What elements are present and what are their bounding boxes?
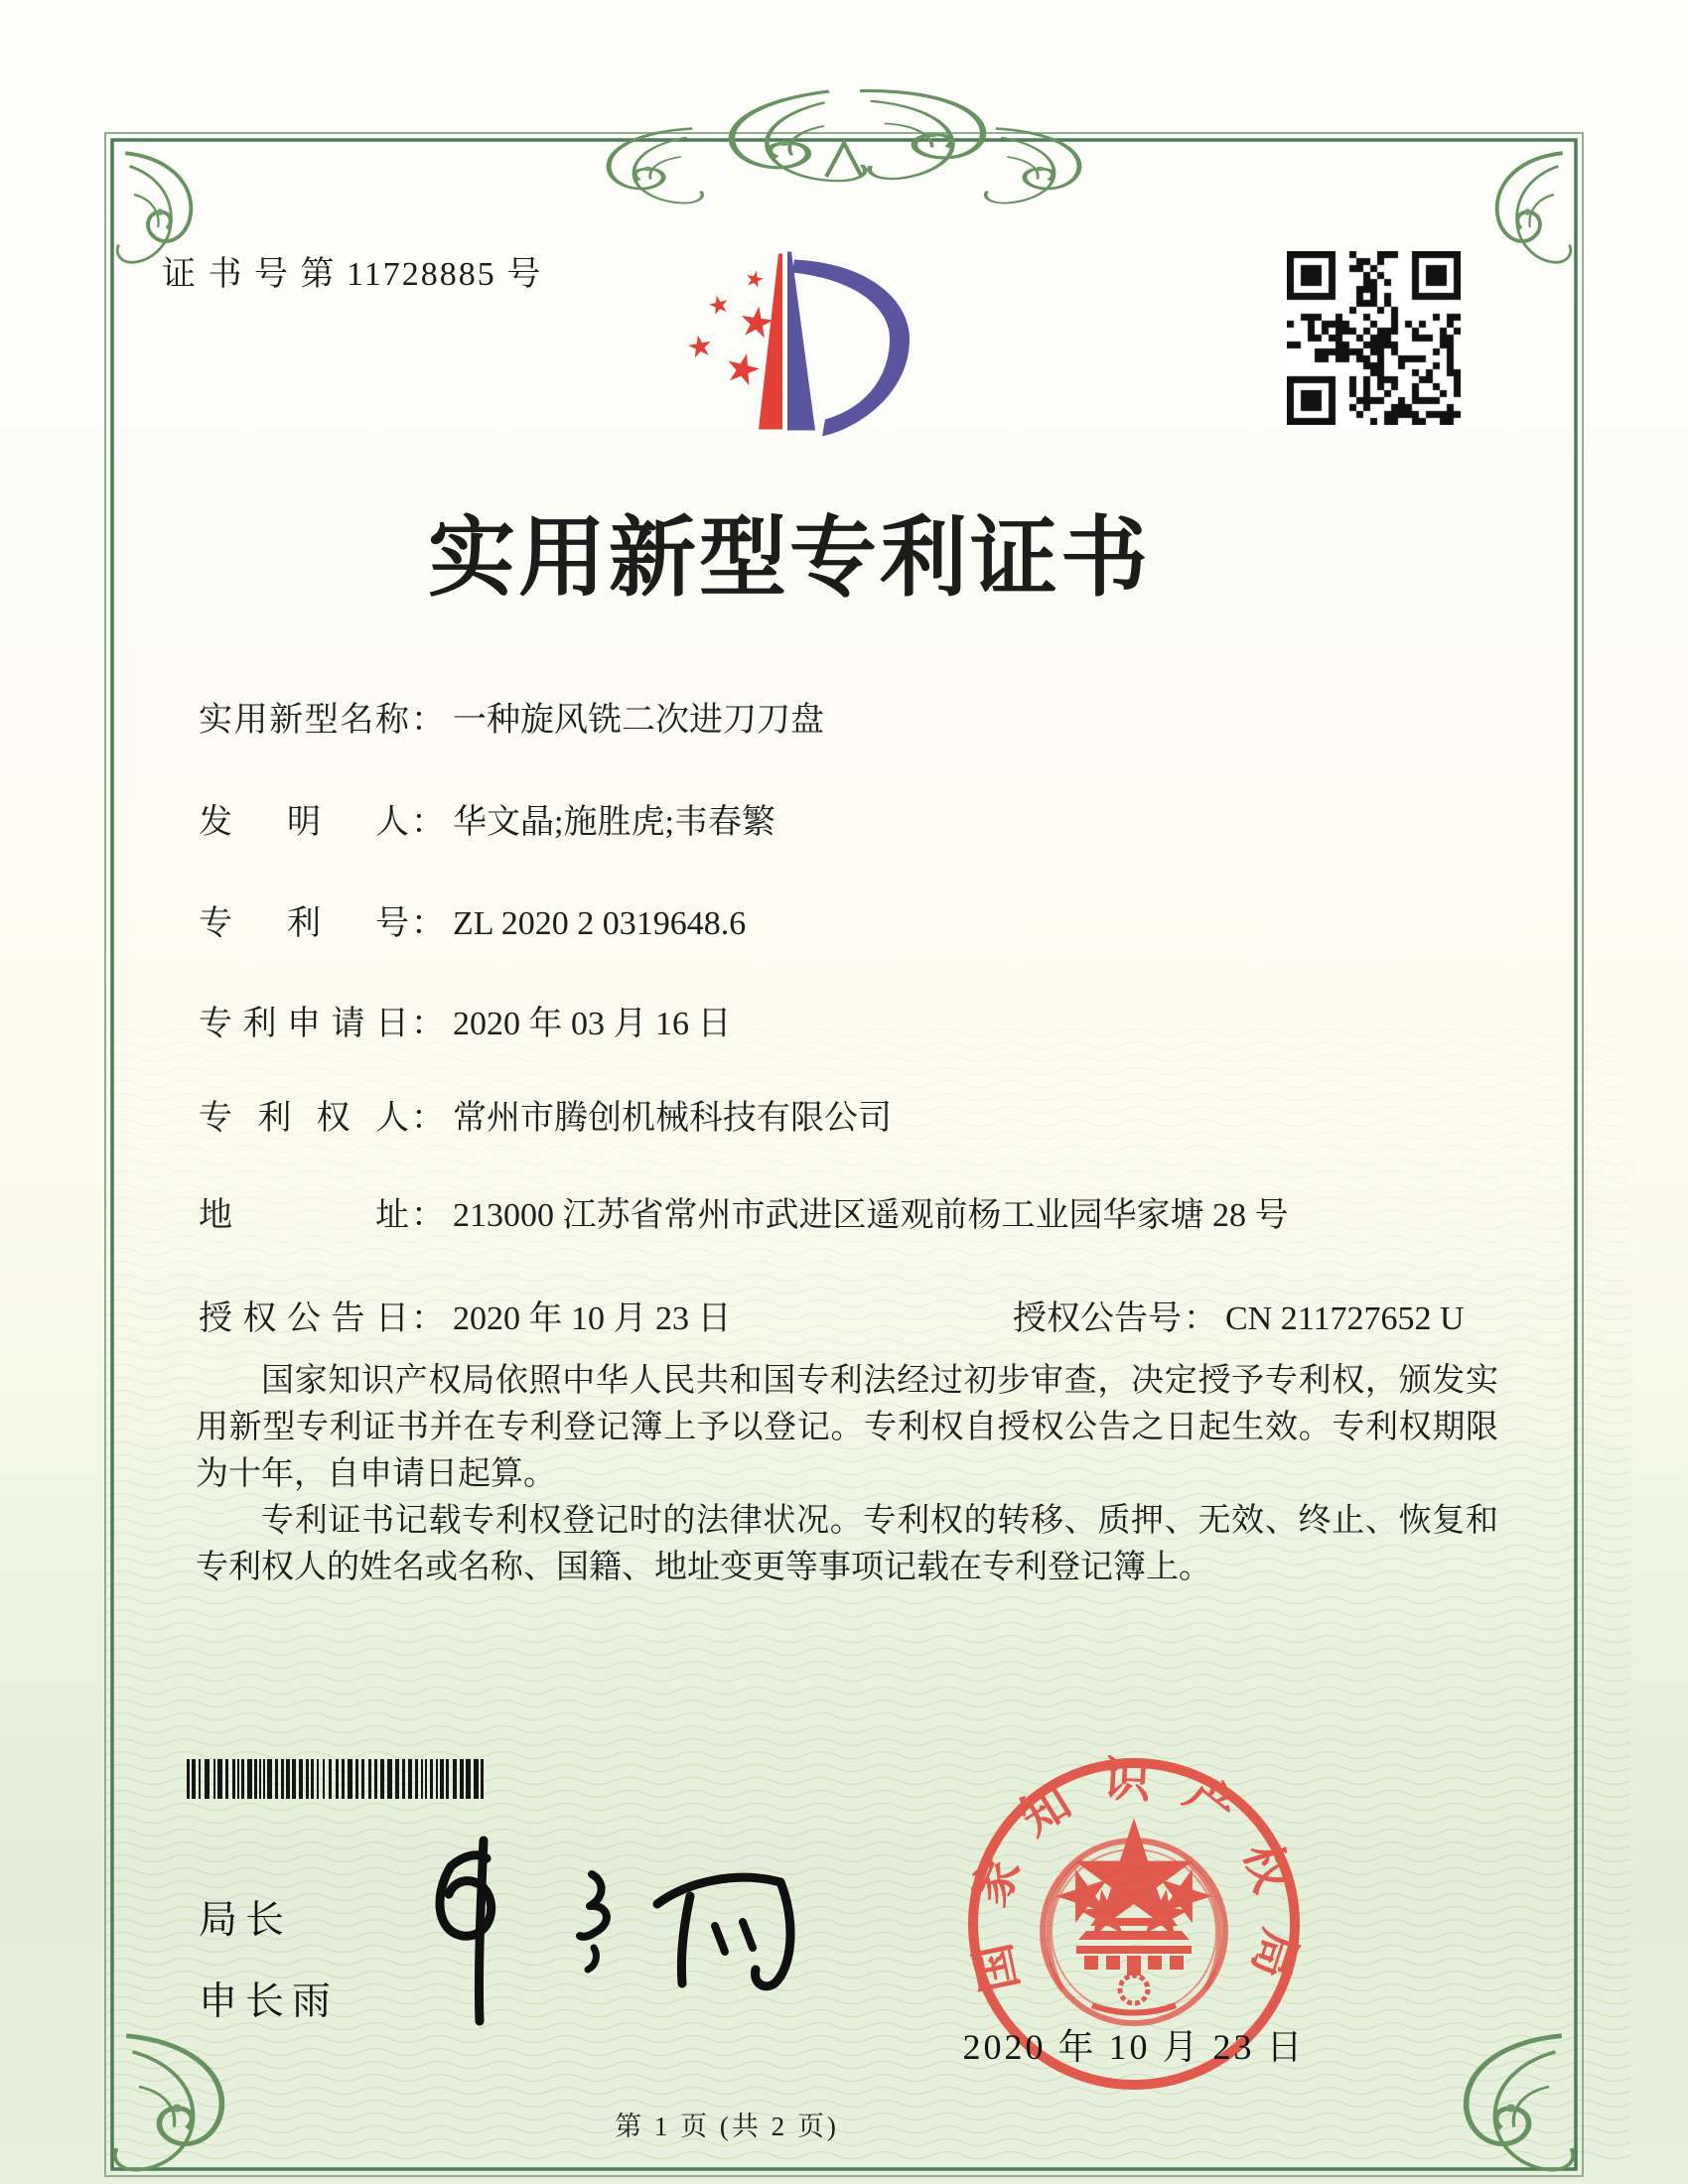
- logo-stars: [687, 254, 782, 430]
- cnipa-logo-icon: [675, 241, 938, 445]
- field-colon: ：: [411, 702, 445, 739]
- grant-date-label: 授权公告日: [199, 1300, 409, 1337]
- corner-ornament: [115, 2036, 222, 2170]
- logo-red-wedge: [759, 254, 782, 430]
- field-value: 华文晶;施胜虎;韦春繁: [453, 804, 775, 841]
- director-block: [199, 1889, 339, 2052]
- corner-ornament: [1467, 2036, 1574, 2170]
- seal-arc-text: 国家知识产权局: [960, 1753, 1307, 2013]
- grant-number-group: [1013, 1291, 1465, 1339]
- page-footer: 第 1 页 (共 2 页): [615, 2112, 839, 2141]
- seal-date: 2020 年 10 月 23 日: [962, 2027, 1306, 2067]
- field-row-utility-name: [199, 692, 824, 741]
- field-value: 213000 江苏省常州市武进区遥观前杨工业园华家塘 28 号: [453, 1197, 1289, 1234]
- director-title: 局长: [199, 1899, 293, 1942]
- field-label: 实用新型名称: [199, 702, 409, 739]
- legal-paragraph-1: 国家知识产权局依照中华人民共和国专利法经过初步审查，决定授予专利权，颁发实用新型专利证书并在专利登记簿上予以登记。专利权自授权公告之日起生效。专利权期限为十年，自申请日起算。: [196, 1363, 1498, 1492]
- logo-blue-p: [787, 252, 910, 437]
- field-label: 地址: [199, 1197, 409, 1234]
- top-ornament: [609, 83, 1079, 204]
- field-row-patentee: [199, 1090, 892, 1139]
- legal-text: [196, 1358, 1498, 1591]
- qr-code: [1287, 251, 1461, 425]
- field-colon: ：: [411, 905, 445, 942]
- corner-ornament: [1497, 153, 1571, 262]
- field-value: ZL 2020 2 0319648.6: [453, 905, 747, 942]
- field-colon: ：: [411, 1300, 445, 1337]
- certificate-number: 证 书 号 第 11728885 号: [162, 256, 543, 293]
- field-colon: ：: [411, 1100, 445, 1137]
- field-colon: ：: [411, 804, 445, 841]
- field-value: 一种旋风铣二次进刀刀盘: [453, 702, 824, 739]
- certificate-title: 实用新型专利证书: [427, 511, 1151, 608]
- field-row-filing-date: [199, 996, 732, 1044]
- legal-paragraph-2: 专利证书记载专利权登记时的法律状况。专利权的转移、质押、无效、终止、恢复和专利权人的姓名或名称、国籍、地址变更等事项记载在专利登记簿上。: [196, 1503, 1498, 1585]
- director-name: 申长雨: [199, 1980, 340, 2023]
- field-row-inventors: [199, 794, 775, 843]
- field-colon: ：: [1184, 1300, 1217, 1337]
- grant-number-label: 授权公告号: [1013, 1300, 1182, 1337]
- national-emblem: [1043, 1841, 1225, 2023]
- field-value: 常州市腾创机械科技有限公司: [453, 1100, 892, 1137]
- director-signature: [387, 1827, 854, 2035]
- field-row-address: [199, 1187, 1289, 1236]
- grant-number-value: CN 211727652 U: [1225, 1300, 1465, 1337]
- field-colon: ：: [411, 1006, 445, 1042]
- field-label: 专利号: [199, 905, 409, 942]
- field-row-grant: [199, 1291, 1499, 1339]
- field-row-patent-no: [199, 895, 746, 944]
- field-label: 发明人: [199, 804, 409, 841]
- field-label: 专利申请日: [199, 1006, 409, 1042]
- field-label: 专利权人: [199, 1100, 409, 1137]
- barcode: [187, 1759, 492, 1799]
- grant-date-value: 2020 年 10 月 23 日: [453, 1300, 732, 1337]
- field-colon: ：: [411, 1197, 445, 1234]
- field-value: 2020 年 03 月 16 日: [453, 1006, 732, 1042]
